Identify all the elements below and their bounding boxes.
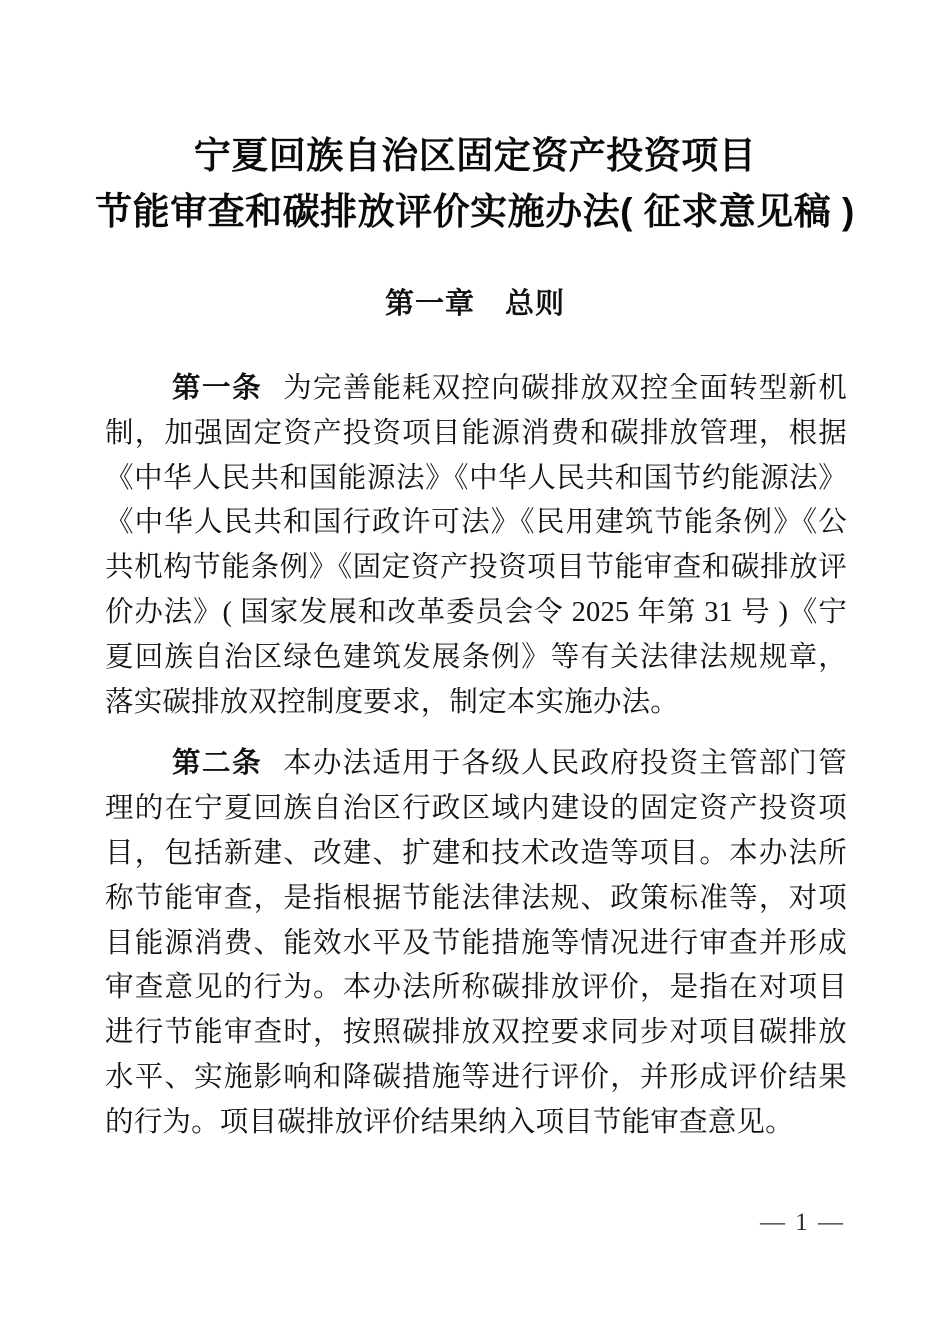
article-label: 第二条 bbox=[171, 747, 263, 780]
chapter-number: 第一章 bbox=[384, 288, 475, 320]
article-body: 为完善能耗双控向碳排放双控全面转型新机制，加强固定资产投资项目能源消费和碳排放管理，根据《中华人民共和国能源法》《中华人民共和国节约能源法》《中华人民共和国行政许可法》《民用建筑节能条例》《公共机构节能条例》《固定资产投资项目节能审查和碳排放评价办法》( 国家发展和改革委员会令 2025 年第 31 号 )《宁夏回族自治区绿色建筑发展条例》等有关法律法规规章，落实碳排放双控制度要求，制定本实施办法。 bbox=[105, 373, 847, 718]
article-paragraph bbox=[105, 741, 847, 1145]
chapter-heading bbox=[0, 282, 950, 326]
document-title bbox=[0, 128, 950, 240]
body-text-column bbox=[105, 366, 847, 1162]
page-number-footer: — 1 — bbox=[760, 1209, 845, 1236]
article-body: 本办法适用于各级人民政府投资主管部门管理的在宁夏回族自治区行政区域内建设的固定资产投资项目，包括新建、改建、扩建和技术改造等项目。本办法所称节能审查，是指根据节能法律法规、政策标准等，对项目能源消费、能效水平及节能措施等情况进行审查并形成审查意见的行为。本办法所称碳排放评价，是指在对项目进行节能审查时，按照碳排放双控要求同步对项目碳排放水平、实施影响和降碳措施等进行评价，并形成评价结果的行为。项目碳排放评价结果纳入项目节能审查意见。 bbox=[105, 748, 847, 1138]
document-title-line-1: 宁夏回族自治区固定资产投资项目 bbox=[193, 135, 757, 176]
article-label: 第一条 bbox=[171, 372, 263, 404]
article-paragraph bbox=[105, 366, 847, 725]
chapter-name: 总则 bbox=[505, 288, 566, 320]
document-title-line-2: 节能审查和碳排放评价实施办法( 征求意见稿 ) bbox=[95, 191, 855, 232]
